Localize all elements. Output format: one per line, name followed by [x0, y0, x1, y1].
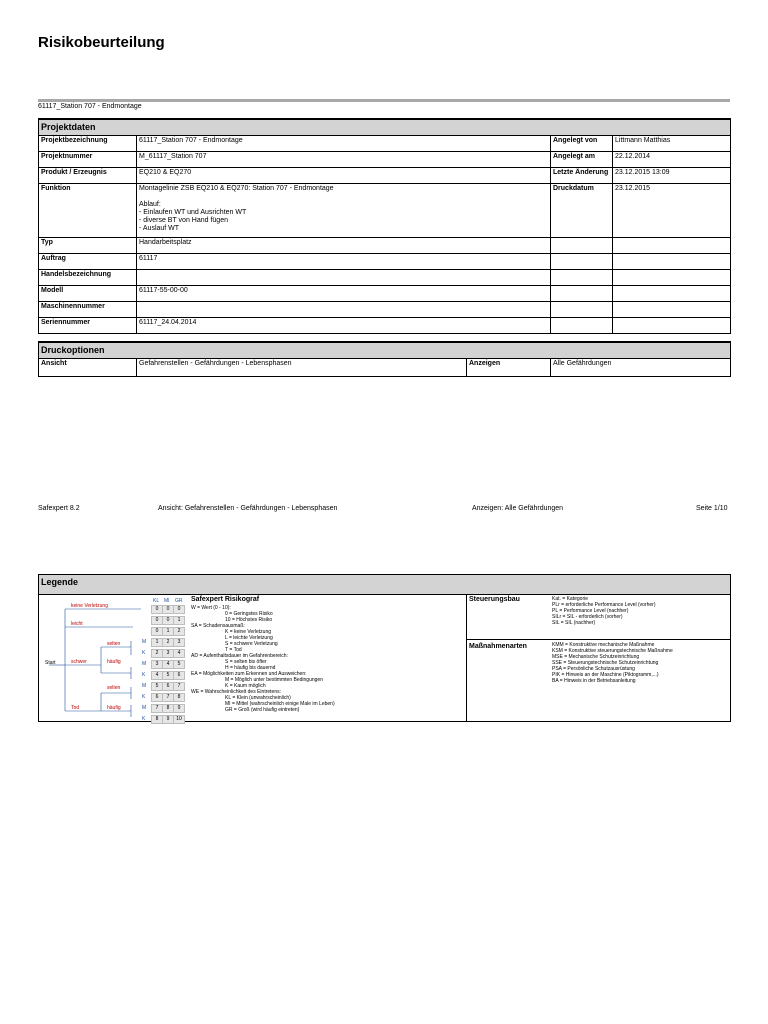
- graph-cell: 10: [173, 715, 185, 724]
- graph-cell: 2: [162, 638, 174, 647]
- graph-col-mi: MI: [164, 598, 170, 604]
- empty-cell: [551, 318, 613, 334]
- legend-line: EA = Möglichkeiten zum Erkennen und Ausweichen:: [191, 671, 307, 677]
- label-auftrag: Auftrag: [39, 254, 137, 270]
- page-title: Risikobeurteilung: [38, 34, 165, 51]
- graph-cell: 8: [173, 693, 185, 702]
- risikograf-list: [191, 605, 461, 713]
- value-angelegt-am: 22.12.2014: [613, 152, 731, 168]
- graph-cell: 3: [173, 638, 185, 647]
- legend-line: W = Wert (0 - 10):: [191, 605, 231, 611]
- empty-cell: [551, 286, 613, 302]
- empty-cell: [613, 302, 731, 318]
- legend-line: 10 = Höchstes Risiko: [225, 617, 273, 623]
- legend-line: K = keine Verletzung: [225, 629, 272, 635]
- graph-m-label: M: [142, 661, 147, 667]
- empty-cell: [551, 254, 613, 270]
- graph-cell: 2: [151, 649, 163, 658]
- label-maschinennummer: Maschinennummer: [39, 302, 137, 318]
- graph-cell: 9: [162, 715, 174, 724]
- graph-branch-haeufig-1: häufig: [107, 659, 121, 665]
- value-projektnummer: M_61117_Station 707: [137, 152, 551, 168]
- graph-cell: 6: [162, 682, 174, 691]
- graph-cell: 0: [162, 616, 174, 625]
- graph-branch-tod: Tod: [71, 705, 80, 711]
- value-angelegt-von: Littmann Matthias: [613, 136, 731, 152]
- label-modell: Modell: [39, 286, 137, 302]
- column-divider: [466, 595, 467, 721]
- label-anzeigen: Anzeigen: [467, 359, 551, 377]
- legend-line: PL = Performance Level (nachher): [552, 608, 629, 614]
- legende-section: [38, 574, 731, 722]
- graph-cell: 6: [151, 693, 163, 702]
- graph-cell: 8: [151, 715, 163, 724]
- graph-cell: 0: [151, 605, 163, 614]
- legend-line: K = Kaum möglich: [225, 683, 266, 689]
- graph-k-label: K: [142, 650, 146, 656]
- legend-line: MSE = Mechanische Schutzeinrichtung: [552, 654, 640, 660]
- graph-cell: 4: [173, 649, 185, 658]
- graph-cell: 4: [162, 660, 174, 669]
- graph-m-label: M: [142, 639, 147, 645]
- label-funktion: Funktion: [39, 184, 137, 238]
- druckoptionen-heading: Druckoptionen: [39, 342, 731, 359]
- empty-cell: [613, 318, 731, 334]
- graph-cell: 7: [162, 693, 174, 702]
- legend-line: M = Möglich unter bestimmten Bedingungen: [225, 677, 323, 683]
- graph-branch-leicht: leicht: [71, 621, 83, 627]
- graph-k-label: K: [142, 694, 146, 700]
- label-seriennummer: Seriennummer: [39, 318, 137, 334]
- graph-cell: 7: [151, 704, 163, 713]
- label-angelegt-von: Angelegt von: [551, 136, 613, 152]
- empty-cell: [613, 254, 731, 270]
- graph-cell: 3: [151, 660, 163, 669]
- value-produkt: EQ210 & EQ270: [137, 168, 551, 184]
- massnahmenarten-heading: Maßnahmenarten: [469, 643, 527, 650]
- legende-heading: Legende: [41, 577, 79, 587]
- graph-cell: 1: [151, 638, 163, 647]
- empty-cell: [551, 270, 613, 286]
- label-druckdatum: Druckdatum: [551, 184, 613, 238]
- graph-cell: 0: [151, 616, 163, 625]
- legend-line: KSM = Konstruktive steuerungstechnische Maßnahme: [552, 648, 673, 654]
- graph-cell: 6: [173, 671, 185, 680]
- legend-line: PIK = Hinweis an der Maschine (Piktogramm,...): [552, 672, 659, 678]
- risikograf-heading: Safexpert Risikograf: [191, 596, 260, 603]
- value-projektbezeichnung: 61117_Station 707 - Endmontage: [137, 136, 551, 152]
- header-divider: [38, 99, 730, 102]
- projektdaten-heading: Projektdaten: [39, 119, 731, 136]
- value-druckdatum: 23.12.2015: [613, 184, 731, 238]
- label-handelsbezeichnung: Handelsbezeichnung: [39, 270, 137, 286]
- project-subtitle: 61117_Station 707 - Endmontage: [38, 103, 142, 110]
- legend-line: S = selten bis öfter: [225, 659, 267, 665]
- value-seriennummer: 61117_24.04.2014: [137, 318, 551, 334]
- legend-line: KL = Klein (unwahrscheinlich): [225, 695, 291, 701]
- graph-cell: 0: [173, 605, 185, 614]
- value-funktion: Montagelinie ZSB EQ210 & EQ270: Station 707 - Endmontage Ablauf: - Einlaufen WT und Ausrichten WT - diverse BT von Hand fügen - Auslauf WT: [137, 184, 551, 238]
- legend-line: KMM = Konstruktive mechanische Maßnahme: [552, 642, 655, 648]
- label-projektnummer: Projektnummer: [39, 152, 137, 168]
- graph-branch-selten-2: selten: [107, 685, 121, 691]
- graph-col-kl: KL: [153, 598, 160, 604]
- projektdaten-table: [38, 118, 731, 334]
- footer-anzeigen: Anzeigen: Alle Gefährdungen: [472, 505, 564, 512]
- value-modell: 61117-55-00-00: [137, 286, 551, 302]
- risikograf-diagram: [41, 597, 187, 722]
- graph-k-label: K: [142, 672, 146, 678]
- graph-cell: 7: [173, 682, 185, 691]
- value-anzeigen: Alle Gefährdungen: [551, 359, 731, 377]
- label-letzte-aenderung: Letzte Änderung: [551, 168, 613, 184]
- value-typ: Handarbeitsplatz: [137, 238, 551, 254]
- legend-line: S = schwere Verletzung: [225, 641, 278, 647]
- legend-line: Kat. = Kategorie: [552, 596, 588, 602]
- graph-cell: 5: [151, 682, 163, 691]
- graph-col-gr: GR: [175, 598, 183, 604]
- legend-line: 0 = Geringstes Risiko: [225, 611, 273, 617]
- value-auftrag: 61117: [137, 254, 551, 270]
- steuerungsbau-list: [552, 596, 728, 626]
- legende-header: [39, 575, 730, 595]
- graph-cell: 0: [151, 627, 163, 636]
- legend-line: PLr = erforderliche Performance Level (vorher): [552, 602, 656, 608]
- value-letzte-aenderung: 23.12.2015 13:09: [613, 168, 731, 184]
- legend-line: GR = Groß (wird häufig eintreten): [225, 707, 300, 713]
- label-produkt: Produkt / Erzeugnis: [39, 168, 137, 184]
- value-maschinennummer: [137, 302, 551, 318]
- graph-cell: 3: [162, 649, 174, 658]
- legend-line: AD = Aufenthaltsdauer im Gefahrenbereich:: [191, 653, 288, 659]
- graph-cell: 1: [173, 616, 185, 625]
- row-divider: [466, 639, 730, 640]
- footer-page-number: Seite 1/10: [696, 505, 728, 512]
- massnahmenarten-list: [552, 642, 728, 684]
- value-ansicht: Gefahrenstellen - Gefährdungen - Lebensphasen: [137, 359, 467, 377]
- legend-line: MI = Mittel (wahrscheinlich einige Male im Leben): [225, 701, 335, 707]
- graph-start-label: Start: [45, 660, 56, 666]
- graph-cell: 2: [173, 627, 185, 636]
- graph-m-label: M: [142, 683, 147, 689]
- graph-cell: 8: [162, 704, 174, 713]
- footer-software: Safexpert 8.2: [38, 505, 80, 512]
- graph-cell: 1: [162, 627, 174, 636]
- legend-line: BA = Hinweis in der Betriebsanleitung: [552, 678, 636, 684]
- legend-line: L = leichte Verletzung: [225, 635, 273, 641]
- steuerungsbau-heading: Steuerungsbau: [469, 596, 520, 603]
- graph-branch-keine-verletzung: keine Verletzung: [71, 603, 108, 609]
- graph-branch-schwer: schwer: [71, 659, 87, 665]
- legend-line: WE = Wahrscheinlichkeit des Eintretens:: [191, 689, 281, 695]
- empty-cell: [613, 286, 731, 302]
- graph-branch-haeufig-2: häufig: [107, 705, 121, 711]
- legend-line: SIL = SIL (nachher): [552, 620, 596, 626]
- legend-line: H = häufig bis dauernd: [225, 665, 276, 671]
- legend-line: SILr = SIL - erforderlich (vorher): [552, 614, 623, 620]
- label-projektbezeichnung: Projektbezeichnung: [39, 136, 137, 152]
- graph-m-label: M: [142, 705, 147, 711]
- legend-line: T = Tod: [225, 647, 242, 653]
- empty-cell: [551, 302, 613, 318]
- label-typ: Typ: [39, 238, 137, 254]
- value-handelsbezeichnung: [137, 270, 551, 286]
- label-angelegt-am: Angelegt am: [551, 152, 613, 168]
- graph-cell: 9: [173, 704, 185, 713]
- graph-cell: 5: [173, 660, 185, 669]
- legend-line: SA = Schadensausmaß:: [191, 623, 245, 629]
- graph-k-label: K: [142, 716, 146, 722]
- druckoptionen-table: [38, 341, 731, 377]
- graph-cell: 4: [151, 671, 163, 680]
- label-ansicht: Ansicht: [39, 359, 137, 377]
- empty-cell: [613, 238, 731, 254]
- graph-cell: 5: [162, 671, 174, 680]
- legend-line: SSE = Steuerungstechnische Schutzeinrichtung: [552, 660, 659, 666]
- empty-cell: [551, 238, 613, 254]
- graph-cell: 0: [162, 605, 174, 614]
- empty-cell: [613, 270, 731, 286]
- footer-ansicht: Ansicht: Gefahrenstellen - Gefährdungen - Lebensphasen: [158, 505, 338, 512]
- legend-line: PSA = Persönliche Schutzausrüstung: [552, 666, 635, 672]
- graph-branch-selten-1: selten: [107, 641, 121, 647]
